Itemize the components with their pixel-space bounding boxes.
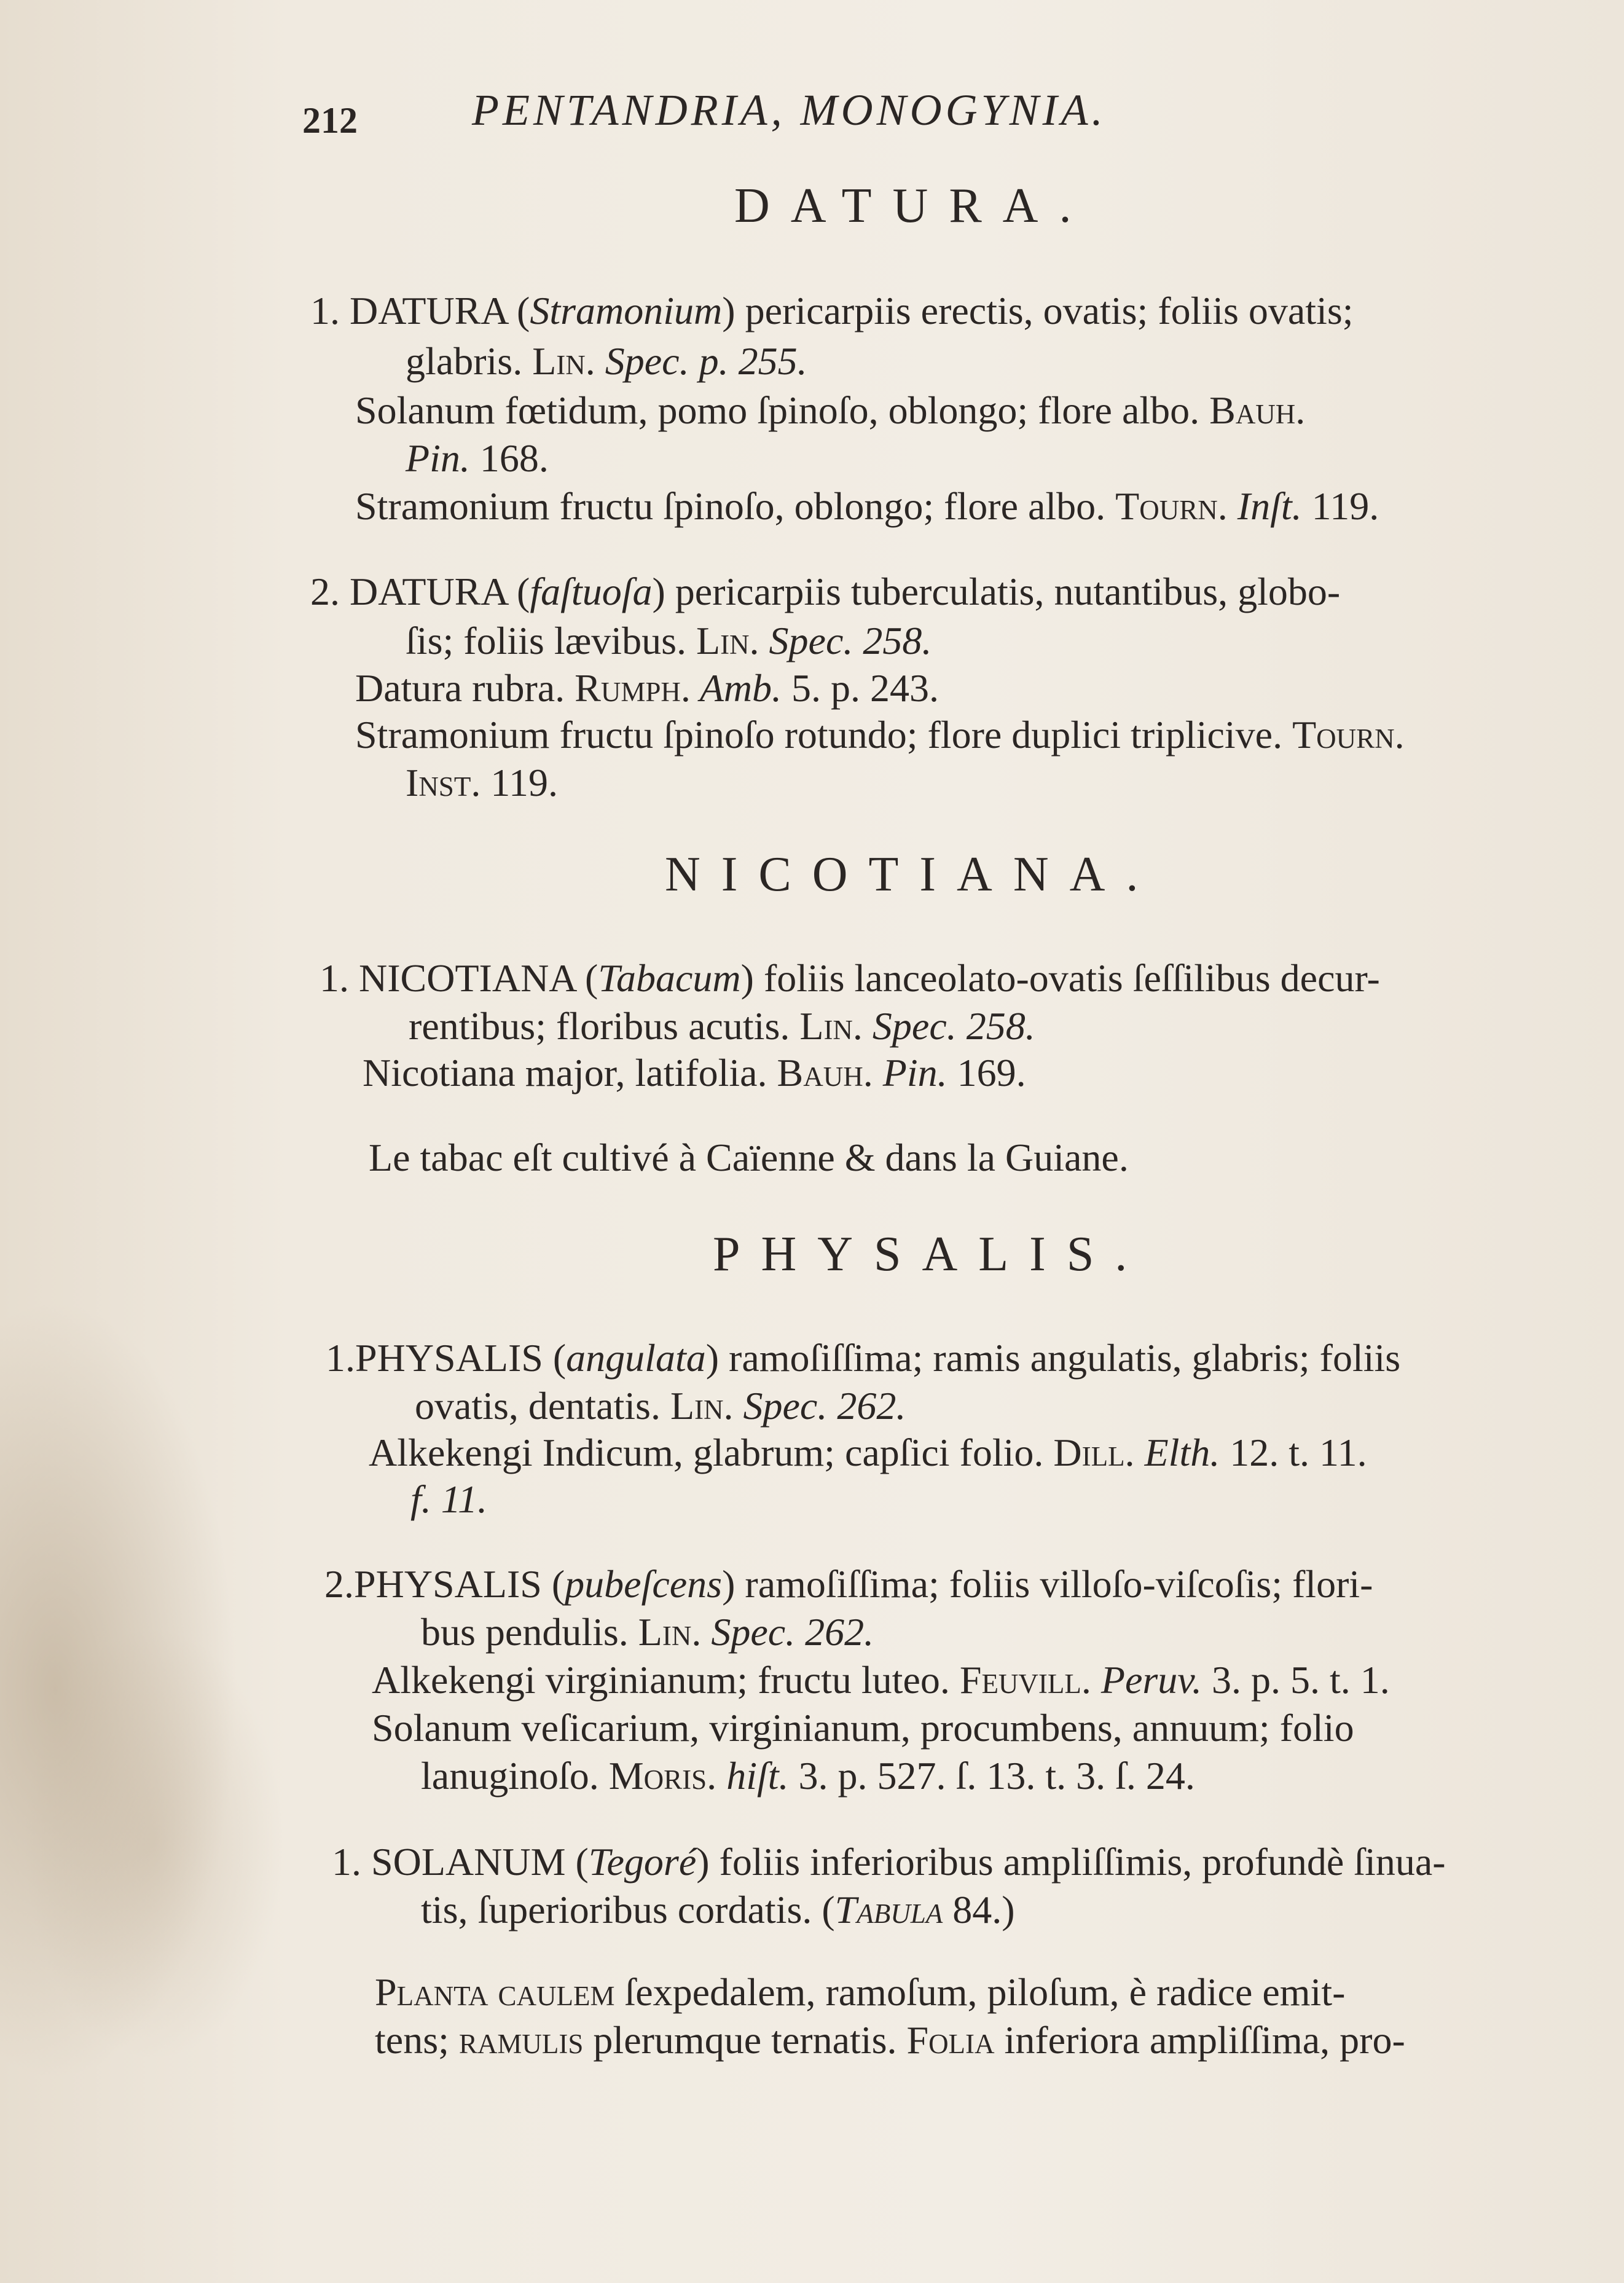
genus-name: PHYSALIS ( bbox=[355, 1336, 567, 1380]
datura-1-synonym-1 bbox=[355, 387, 1305, 434]
diagnosis-cont: ſis; foliis lævibus. bbox=[406, 619, 696, 662]
physalis-2-synonym-1 bbox=[372, 1657, 1390, 1703]
nicotiana-1-synonym-1 bbox=[363, 1050, 1026, 1096]
author-abbr: Dill. bbox=[1053, 1431, 1135, 1474]
section-title-datura: DATURA. bbox=[734, 179, 1092, 233]
physalis-2-synonym-2-cont bbox=[421, 1753, 1195, 1799]
physalis-2-synonym-2: Solanum veſicarium, virginianum, procumbens, annuum; folio bbox=[372, 1706, 1354, 1750]
author-abbr: Lin. bbox=[670, 1384, 734, 1428]
reference-page: 119. bbox=[1301, 484, 1379, 528]
physalis-entry-2-cont bbox=[421, 1609, 874, 1656]
datura-1-synonym-1-cont bbox=[406, 435, 549, 482]
reference: Inst. bbox=[406, 761, 481, 804]
datura-entry-2 bbox=[310, 568, 1340, 615]
section-title-nicotiana: NICOTIANA. bbox=[665, 847, 1159, 902]
author-abbr: Lin. bbox=[638, 1610, 702, 1654]
reference: Inſt. bbox=[1227, 484, 1302, 528]
reference: hiſt. bbox=[716, 1754, 789, 1798]
species-name: faſtuoſa bbox=[530, 570, 653, 613]
reference-page: 168. bbox=[469, 436, 549, 480]
author-abbr: Bauh. bbox=[777, 1051, 873, 1094]
nicotiana-entry-1 bbox=[320, 955, 1380, 1002]
solanum-entry-1-cont bbox=[421, 1887, 1015, 1933]
description-text: ſexpedalem, ramoſum, piloſum, è radice emit- bbox=[614, 1970, 1346, 2014]
datura-2-synonym-2 bbox=[355, 712, 1405, 758]
author-abbr: Lin. bbox=[532, 339, 595, 383]
term: ramulis bbox=[458, 2018, 584, 2062]
reference: Amb. bbox=[690, 666, 782, 710]
entry-number: 1. bbox=[332, 1840, 361, 1884]
synonym-text: Stramonium fructu ſpinoſo rotundo; flore duplici triplicive. bbox=[355, 713, 1293, 756]
diagnosis: ) foliis lanceolato-ovatis ſeſſilibus decur- bbox=[740, 956, 1380, 1000]
author-abbr: Lin. bbox=[799, 1004, 863, 1048]
reference-page: 3. p. 527. ſ. 13. t. 3. ſ. 24. bbox=[788, 1754, 1195, 1798]
description-text: plerumque ternatis. bbox=[583, 2018, 907, 2062]
diagnosis-cont: glabris. bbox=[406, 339, 533, 383]
section-title-physalis: PHYSALIS. bbox=[713, 1227, 1148, 1281]
running-title: PENTANDRIA, MONOGYNIA. bbox=[472, 85, 1107, 135]
synonym-text: Datura rubra. bbox=[355, 666, 575, 710]
reference-page: 3. p. 5. t. 1. bbox=[1201, 1658, 1390, 1702]
datura-entry-1 bbox=[310, 288, 1354, 334]
diagnosis-cont: ovatis, dentatis. bbox=[415, 1384, 670, 1428]
datura-1-synonym-2 bbox=[355, 483, 1379, 530]
reference: Elth. bbox=[1134, 1431, 1220, 1474]
physalis-entry-1 bbox=[326, 1335, 1400, 1381]
synonym-text: Solanum fœtidum, pomo ſpinoſo, oblongo; flore albo. bbox=[355, 388, 1210, 432]
reference: Peruv. bbox=[1091, 1658, 1202, 1702]
species-name: Stramonium bbox=[530, 289, 723, 332]
synonym-text: Alkekengi virginianum; fructu luteo. bbox=[372, 1658, 960, 1702]
species-name: pubeſcens bbox=[565, 1562, 723, 1606]
description-text: inferiora ampliſſima, pro- bbox=[994, 2018, 1405, 2062]
reference: Pin. bbox=[406, 436, 470, 480]
diagnosis: ) pericarpiis erectis, ovatis; foliis ovatis; bbox=[722, 289, 1354, 332]
reference: Spec. 262. bbox=[701, 1610, 874, 1654]
entry-number: 1. bbox=[310, 289, 340, 332]
diagnosis: ) ramoſiſſima; foliis villoſo-viſcoſis; flori- bbox=[722, 1562, 1373, 1606]
reference-page: 119. bbox=[481, 761, 558, 804]
diagnosis: ) ramoſiſſima; ramis angulatis, glabris; foliis bbox=[705, 1336, 1401, 1380]
author-abbr: Feuvill. bbox=[959, 1658, 1091, 1702]
author-abbr: Tourn. bbox=[1292, 713, 1405, 756]
physalis-1-synonym-1-cont: f. 11. bbox=[410, 1477, 488, 1521]
reference: Pin. bbox=[873, 1051, 947, 1094]
synonym-text: Alkekengi Indicum, glabrum; capſici folio. bbox=[369, 1431, 1054, 1474]
author-abbr: Moris. bbox=[608, 1754, 717, 1798]
diagnosis-cont: bus pendulis. bbox=[421, 1610, 638, 1654]
genus-name: NICOTIANA ( bbox=[359, 956, 598, 1000]
physalis-1-synonym-1 bbox=[369, 1429, 1367, 1476]
solanum-description-line-2 bbox=[375, 2017, 1405, 2064]
page-number: 212 bbox=[302, 100, 358, 141]
entry-number: 1. bbox=[326, 1336, 355, 1380]
term: Planta bbox=[375, 1970, 488, 2014]
nicotiana-note: Le tabac eſt cultivé à Caïenne & dans la Guiane. bbox=[369, 1136, 1129, 1179]
plate-reference: Tabula bbox=[834, 1888, 943, 1931]
diagnosis-cont: tis, ſuperioribus cordatis. ( bbox=[421, 1888, 835, 1931]
diagnosis: ) pericarpiis tuberculatis, nutantibus, globo- bbox=[652, 570, 1341, 613]
author-abbr: Bauh. bbox=[1209, 388, 1306, 432]
diagnosis-cont: rentibus; floribus acutis. bbox=[409, 1004, 800, 1048]
reference-page: 5. p. 243. bbox=[782, 666, 939, 710]
genus-name: DATURA ( bbox=[350, 570, 530, 613]
reference: Spec. 258. bbox=[862, 1004, 1035, 1048]
datura-entry-1-cont bbox=[406, 338, 807, 385]
solanum-description-line-1 bbox=[375, 1969, 1345, 2016]
nicotiana-entry-1-cont bbox=[409, 1003, 1035, 1050]
datura-2-synonym-2-cont bbox=[406, 760, 558, 806]
entry-number: 2. bbox=[310, 570, 340, 613]
synonym-text: lanuginoſo. bbox=[421, 1754, 609, 1798]
physalis-entry-1-cont bbox=[415, 1383, 906, 1429]
species-name: Tegoré bbox=[588, 1840, 697, 1884]
datura-2-synonym-1 bbox=[355, 665, 939, 712]
plate-number: 84.) bbox=[943, 1888, 1015, 1931]
entry-number: 1. bbox=[320, 956, 349, 1000]
term: Folia bbox=[906, 2018, 995, 2062]
species-name: Tabacum bbox=[598, 956, 741, 1000]
author-abbr: Rumph. bbox=[575, 666, 691, 710]
author-abbr: Lin. bbox=[696, 619, 759, 662]
genus-name: SOLANUM ( bbox=[371, 1840, 589, 1884]
synonym-text: Stramonium fructu ſpinoſo, oblongo; flore albo. bbox=[355, 484, 1116, 528]
term: caulem bbox=[488, 1970, 615, 2014]
description-text: tens; bbox=[375, 2018, 459, 2062]
reference: Spec. p. 255. bbox=[595, 339, 807, 383]
reference: Spec. 258. bbox=[759, 619, 932, 662]
physalis-entry-2 bbox=[324, 1561, 1373, 1608]
synonym-text: Nicotiana major, latifolia. bbox=[363, 1051, 777, 1094]
genus-name: PHYSALIS ( bbox=[354, 1562, 565, 1606]
genus-name: DATURA ( bbox=[350, 289, 530, 332]
entry-number: 2. bbox=[324, 1562, 354, 1606]
diagnosis: ) foliis inferioribus ampliſſimis, profundè ſinua- bbox=[696, 1840, 1446, 1884]
species-name: angulata bbox=[566, 1336, 706, 1380]
reference-page: 169. bbox=[947, 1051, 1026, 1094]
datura-entry-2-cont bbox=[406, 618, 932, 664]
reference-page: 12. t. 11. bbox=[1220, 1431, 1367, 1474]
author-abbr: Tourn. bbox=[1115, 484, 1228, 528]
solanum-entry-1 bbox=[332, 1839, 1446, 1885]
reference: Spec. 262. bbox=[733, 1384, 906, 1428]
